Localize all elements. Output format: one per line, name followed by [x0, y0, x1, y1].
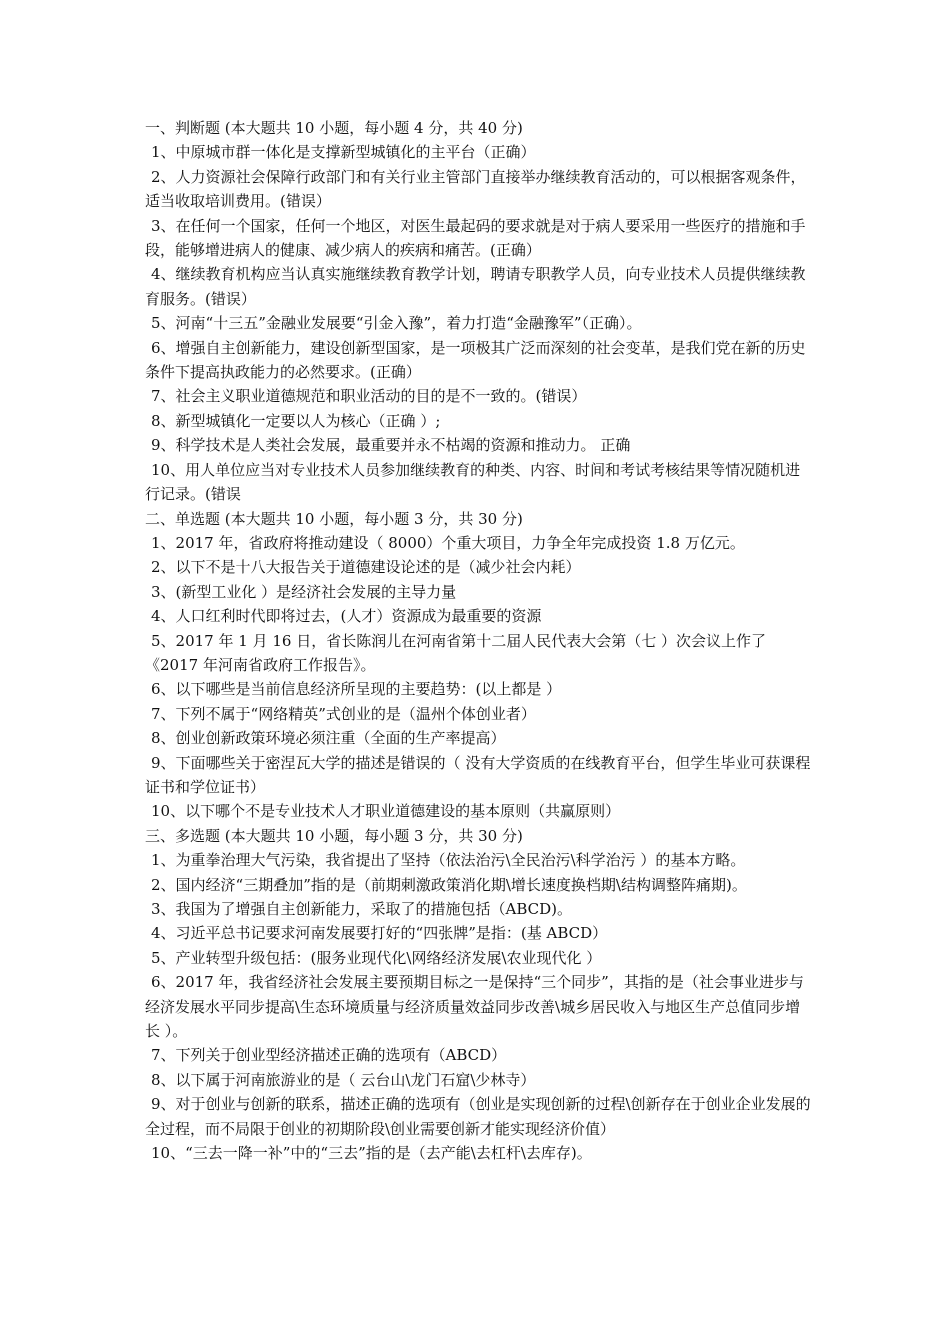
question-item: 2、人力资源社会保障行政部门和有关行业主管部门直接举办继续教育活动的，可以根据客观条件，适当收取培训费用。(错误）: [145, 167, 806, 211]
question-item: 10、用人单位应当对专业技术人员参加继续教育的种类、内容、时间和考试考核结果等情况随机进行记录。(错误: [145, 460, 801, 504]
question-item: 1、为重拳治理大气污染，我省提出了坚持（依法治污\全民治污\科学治污 ）的基本方略。: [151, 851, 746, 870]
question-item: 9、对于创业与创新的联系，描述正确的选项有（创业是实现创新的过程\创新存在于创业企业发展的全过程，而不局限于创业的初期阶段\创业需要创新才能实现经济价值）: [145, 1095, 811, 1138]
section-title: 一、判断题 (本大题共 10 小题，每小题 4 分，共 40 分): [145, 119, 523, 137]
question-item: 7、下列不属于“网络精英”式创业的是（温州个体创业者）: [151, 704, 536, 723]
question-item: 10、“三去一降一补”中的“三去”指的是（去产能\去杠杆\去库存)。: [151, 1144, 592, 1163]
question-item: 8、创业创新政策环境必须注重（全面的生产率提高）: [151, 729, 506, 748]
question-item: 4、继续教育机构应当认真实施继续教育教学计划，聘请专职教学人员，向专业技术人员提供继续教育服务。(错误）: [145, 265, 806, 308]
question-item: 3、我国为了增强自主创新能力，采取了的措施包括（ABCD)。: [151, 900, 573, 918]
question-item: 1、中原城市群一体化是支撑新型城镇化的主平台（正确）: [151, 143, 536, 162]
question-item: 4、习近平总书记要求河南发展要打好的“四张牌”是指：(基 ABCD）: [151, 924, 608, 943]
question-item: 5、河南“十三五”金融业发展要“引金入豫”，着力打造“金融豫军”（正确）。: [151, 314, 642, 333]
question-item: 6、增强自主创新能力，建设创新型国家，是一项极其广泛而深刻的社会变革，是我们党在新的历史条件下提高执政能力的必然要求。(正确）: [145, 338, 806, 382]
question-item: 2、以下不是十八大报告关于道德建设论述的是（减少社会内耗）: [151, 558, 581, 577]
question-item: 6、以下哪些是当前信息经济所呈现的主要趋势：(以上都是 ）: [151, 680, 562, 699]
question-item: 2、国内经济“三期叠加”指的是（前期刺激政策消化期\增长速度换档期\结构调整阵痛期)。: [151, 875, 747, 894]
section-title: 二、单选题 (本大题共 10 小题，每小题 3 分，共 30 分): [145, 509, 523, 528]
question-item: 6、2017 年，我省经济社会发展主要预期目标之一是保持“三个同步”，其指的是（社会事业进步与经济发展水平同步提高\生态环境质量与经济质量效益同步改善\城乡居民收入与地区生产总值同步增长 ）。: [145, 973, 804, 1041]
section-title: 三、多选题 (本大题共 10 小题，每小题 3 分，共 30 分): [145, 826, 523, 845]
question-item: 7、下列关于创业型经济描述正确的选项有（ABCD）: [151, 1046, 507, 1065]
question-item: 4、人口红利时代即将过去，(人才）资源成为最重要的资源: [151, 607, 542, 626]
question-item: 3、在任何一个国家，任何一个地区，对医生最起码的要求就是对于病人要采用一些医疗的措施和手段，能够增进病人的健康、减少病人的疾病和痛苦。(正确）: [145, 216, 806, 260]
section-single-choice: [145, 507, 815, 824]
question-item: 9、下面哪些关于密涅瓦大学的描述是错误的（ 没有大学资质的在线教育平台，但学生毕业可获课程证书和学位证书）: [145, 753, 811, 796]
question-item: 8、以下属于河南旅游业的是（ 云台山\龙门石窟\少林寺）: [151, 1070, 536, 1089]
question-item: 5、2017 年 1 月 16 日，省长陈润儿在河南省第十二届人民代表大会第（七 ）次会议上作了《2017 年河南省政府工作报告》。: [145, 631, 766, 674]
question-item: 3、(新型工业化 ）是经济社会发展的主导力量: [151, 582, 457, 601]
question-item: 5、产业转型升级包括：(服务业现代化\网络经济发展\农业现代化 ）: [151, 948, 602, 967]
section-multiple-choice: [145, 824, 815, 1166]
question-item: 9、科学技术是人类社会发展，最重要并永不枯竭的资源和推动力。 正确: [151, 436, 631, 455]
question-item: 1、2017 年，省政府将推动建设（ 8000）个重大项目，力争全年完成投资 1.8 万亿元。: [151, 533, 745, 552]
question-item: 7、社会主义职业道德规范和职业活动的目的是不一致的。(错误）: [151, 387, 587, 406]
question-item: 10、以下哪个不是专业技术人才职业道德建设的基本原则（共赢原则）: [151, 802, 621, 821]
question-item: 8、新型城镇化一定要以人为核心（正确 ）;: [151, 411, 441, 430]
section-judgment: [145, 116, 815, 507]
document-body: [145, 116, 815, 1165]
